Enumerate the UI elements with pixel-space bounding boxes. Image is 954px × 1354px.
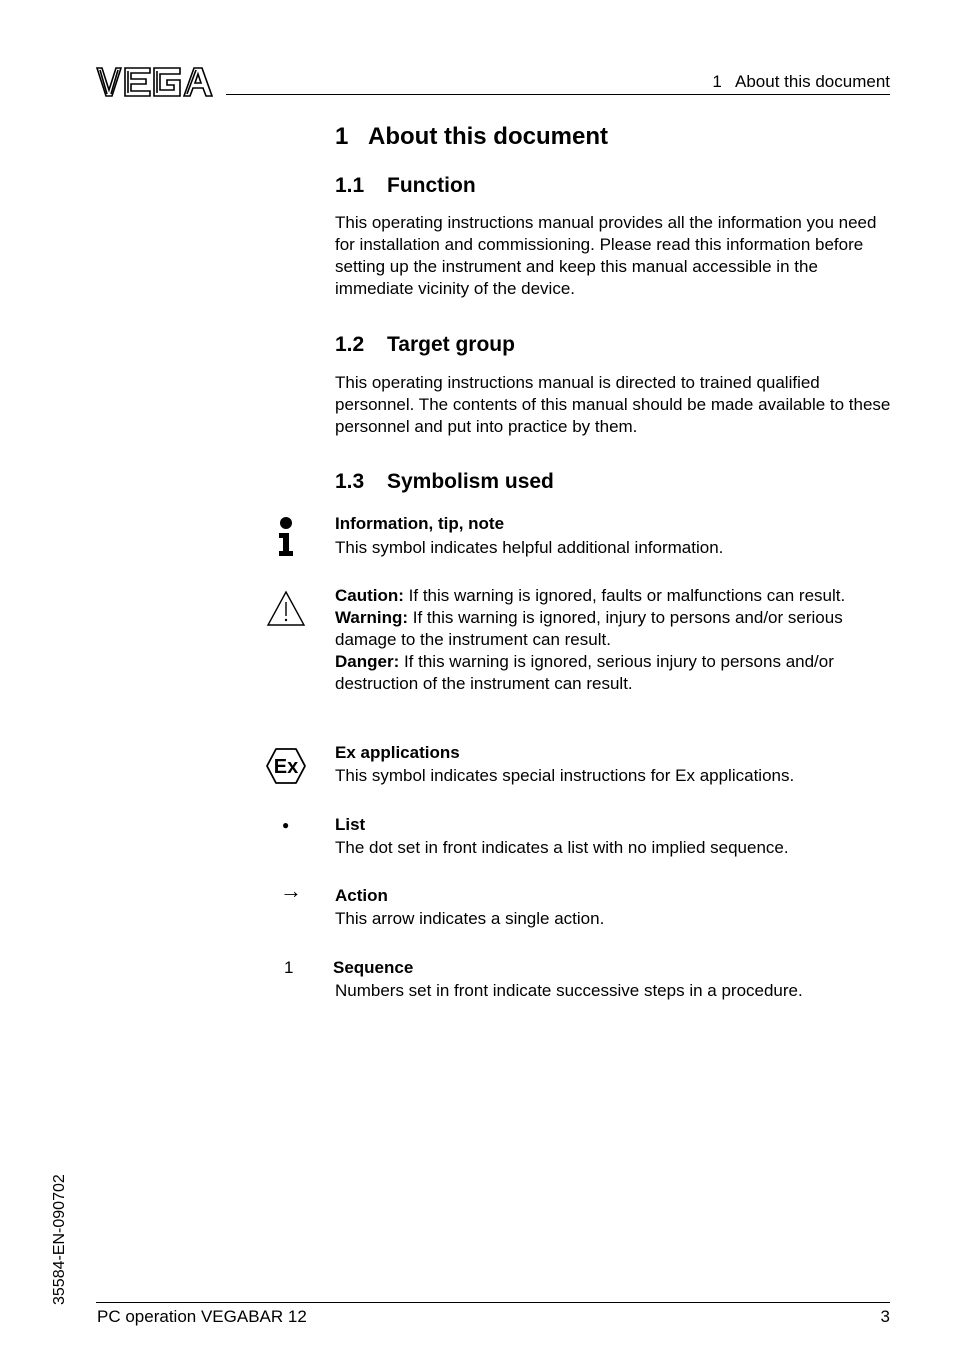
section-heading-symbolism [335,469,554,495]
caution-label: Caution: [335,586,404,605]
symbol-warning-block [335,585,875,695]
chapter-title: About this document [368,123,608,150]
symbol-sequence-title: Sequence [333,958,414,977]
caution-text: If this warning is ignored, faults or malfunctions can result. [403,586,846,605]
warning-label: Warning: [335,608,409,627]
section-number: 1.3 [335,470,365,493]
ex-hexagon-icon [265,747,307,785]
chapter-heading [335,123,608,151]
symbol-list-block [335,814,891,859]
symbol-info-title: Information, tip, note [335,514,505,533]
document-code: 35584-EN-090702 [51,1174,68,1305]
arrow-right-icon: → [280,878,302,903]
ex-icon-text: Ex [273,756,299,778]
symbol-sequence-text: Numbers set in front indicate successive steps in a procedure. [335,981,803,1000]
warning-line [335,608,843,649]
danger-text: If this warning is ignored, serious injury to persons and/or destruction of the instrument can result. [335,652,834,693]
symbol-list-title: List [335,815,366,834]
info-icon [276,516,296,558]
sequence-number-marker: 1 [284,958,294,977]
symbol-action-text: This arrow indicates a single action. [335,909,605,928]
target-group-paragraph: This operating instructions manual is directed to trained qualified personnel. The contents of this manual should be made available to these personnel and put into practice by them. [335,373,891,436]
caution-line [335,586,845,605]
symbol-ex-text: This symbol indicates special instructions for Ex applications. [335,766,795,785]
section-heading-function [335,173,476,199]
symbol-ex-block [335,742,891,787]
danger-line [335,652,834,693]
chapter-number: 1 [335,123,349,150]
symbol-sequence-block [335,957,891,1002]
symbol-info-block [335,513,891,559]
section-number: 1.1 [335,174,365,197]
warning-text: If this warning is ignored, injury to persons and/or serious damage to the instrument can result. [335,608,843,649]
footer-product-name: PC operation VEGABAR 12 [97,1307,307,1326]
section-number: 1.2 [335,333,365,356]
symbol-action-title: Action [335,886,388,905]
page-number: 3 [880,1307,890,1326]
section-heading-target-group [335,332,515,358]
symbol-action-block [335,885,891,930]
bullet-dot-icon: ● [282,818,290,832]
vega-logo [96,66,214,98]
header-rule [226,94,890,95]
symbol-list-text: The dot set in front indicates a list with no implied sequence. [335,838,789,857]
danger-label: Danger: [335,652,400,671]
function-paragraph: This operating instructions manual provides all the information you need for installation and commissioning. Please read this information before setting up the instrument and keep this manual accessible in the immediate vicinity of the device. [335,213,877,298]
symbol-info-text: This symbol indicates helpful additional information. [335,538,724,557]
footer-rule [96,1302,890,1303]
section-title: Symbolism used [387,470,554,493]
running-title: 1 About this document [712,72,890,91]
symbol-ex-title: Ex applications [335,743,460,762]
section-title: Function [387,174,476,197]
warning-triangle-icon [266,590,306,627]
section-title: Target group [387,333,515,356]
